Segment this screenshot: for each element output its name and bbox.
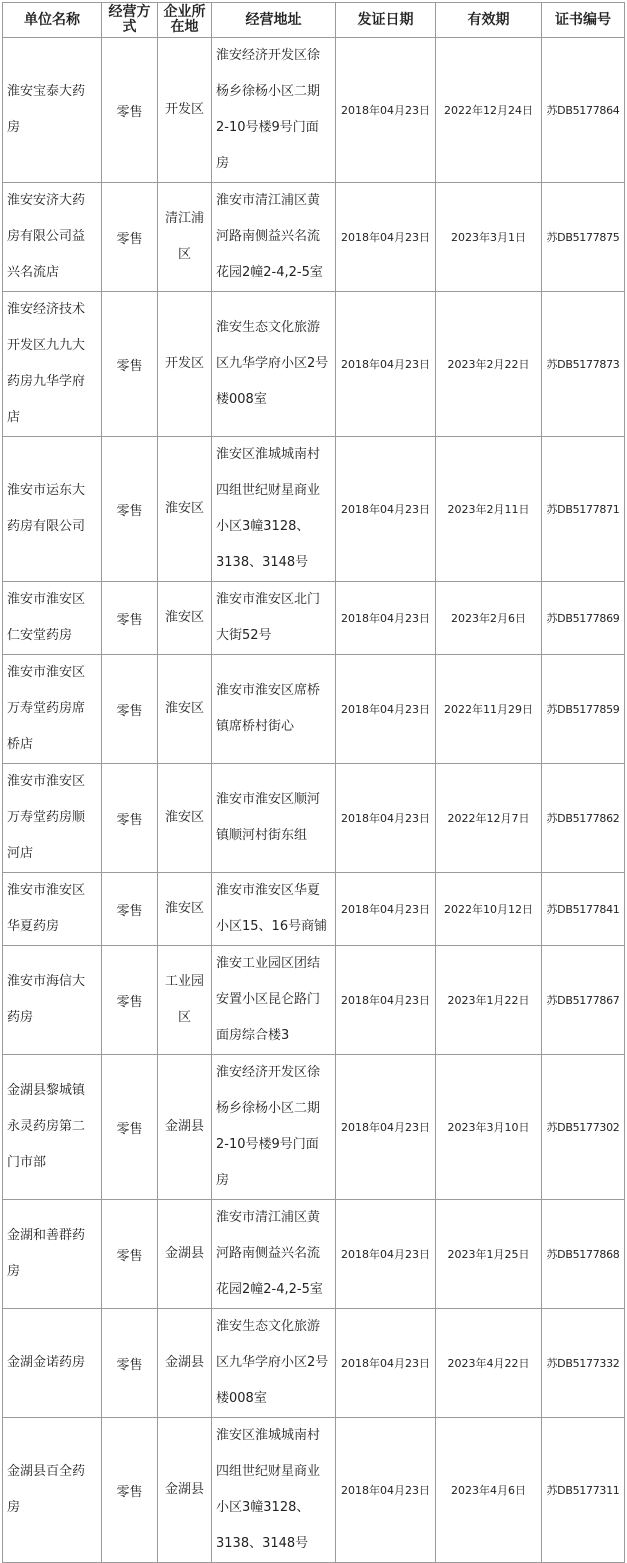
cell-address: 淮安生态文化旅游区九华学府小区2号楼008室 <box>212 1309 336 1418</box>
cell-address: 淮安区淮城城南村四组世纪财星商业小区3幢3128、3138、3148号 <box>212 1418 336 1563</box>
cell-address: 淮安市淮安区顺河镇顺河村街东组 <box>212 764 336 873</box>
cell-valid-until: 2023年4月22日 <box>436 1309 542 1418</box>
cell-mode: 零售 <box>102 292 158 437</box>
cell-name: 淮安市淮安区万寿堂药房顺河店 <box>3 764 102 873</box>
header-address: 经营地址 <box>212 3 336 38</box>
cell-issue-date: 2018年04月23日 <box>336 38 436 183</box>
cell-valid-until: 2023年1月25日 <box>436 1200 542 1309</box>
cell-cert-no: 苏DB5177302 <box>542 1055 625 1200</box>
cell-mode: 零售 <box>102 437 158 582</box>
table-row <box>3 437 625 582</box>
cell-location: 淮安区 <box>158 873 212 946</box>
cell-valid-until: 2023年4月6日 <box>436 1418 542 1563</box>
cell-address: 淮安市淮安区北门大街52号 <box>212 582 336 655</box>
cell-location: 金湖县 <box>158 1309 212 1418</box>
cell-name: 淮安经济技术开发区九九大药房九华学府店 <box>3 292 102 437</box>
license-table <box>2 2 625 1563</box>
cell-mode: 零售 <box>102 38 158 183</box>
cell-issue-date: 2018年04月23日 <box>336 1055 436 1200</box>
table-row <box>3 183 625 292</box>
cell-name: 淮安安济大药房有限公司益兴名流店 <box>3 183 102 292</box>
cell-address: 淮安经济开发区徐杨乡徐杨小区二期2-10号楼9号门面房 <box>212 1055 336 1200</box>
cell-cert-no: 苏DB5177867 <box>542 946 625 1055</box>
cell-issue-date: 2018年04月23日 <box>336 764 436 873</box>
cell-mode: 零售 <box>102 1200 158 1309</box>
table-row <box>3 946 625 1055</box>
cell-valid-until: 2022年10月12日 <box>436 873 542 946</box>
cell-address: 淮安生态文化旅游区九华学府小区2号楼008室 <box>212 292 336 437</box>
table-row <box>3 582 625 655</box>
cell-name: 金湖县黎城镇永灵药房第二门市部 <box>3 1055 102 1200</box>
cell-location: 淮安区 <box>158 764 212 873</box>
cell-address: 淮安市淮安区席桥镇席桥村街心 <box>212 655 336 764</box>
cell-name: 淮安市淮安区华夏药房 <box>3 873 102 946</box>
cell-valid-until: 2023年2月11日 <box>436 437 542 582</box>
cell-name: 淮安市淮安区万寿堂药房席桥店 <box>3 655 102 764</box>
cell-valid-until: 2022年12月7日 <box>436 764 542 873</box>
cell-cert-no: 苏DB5177875 <box>542 183 625 292</box>
cell-location: 淮安区 <box>158 437 212 582</box>
header-row <box>3 3 625 38</box>
cell-address: 淮安工业园区团结安置小区昆仑路门面房综合楼3 <box>212 946 336 1055</box>
cell-address: 淮安市清江浦区黄河路南侧益兴名流花园2幢2-4,2-5室 <box>212 183 336 292</box>
cell-name: 金湖金诺药房 <box>3 1309 102 1418</box>
cell-name: 淮安市淮安区仁安堂药房 <box>3 582 102 655</box>
table-row <box>3 292 625 437</box>
cell-valid-until: 2022年12月24日 <box>436 38 542 183</box>
cell-cert-no: 苏DB5177869 <box>542 582 625 655</box>
cell-name: 淮安市海信大药房 <box>3 946 102 1055</box>
cell-location: 金湖县 <box>158 1418 212 1563</box>
cell-name: 金湖县百全药房 <box>3 1418 102 1563</box>
cell-mode: 零售 <box>102 764 158 873</box>
cell-issue-date: 2018年04月23日 <box>336 946 436 1055</box>
cell-location: 金湖县 <box>158 1055 212 1200</box>
cell-valid-until: 2023年2月22日 <box>436 292 542 437</box>
cell-cert-no: 苏DB5177873 <box>542 292 625 437</box>
cell-cert-no: 苏DB5177864 <box>542 38 625 183</box>
header-valid-until: 有效期 <box>436 3 542 38</box>
cell-issue-date: 2018年04月23日 <box>336 655 436 764</box>
cell-issue-date: 2018年04月23日 <box>336 437 436 582</box>
cell-cert-no: 苏DB5177332 <box>542 1309 625 1418</box>
cell-mode: 零售 <box>102 946 158 1055</box>
table-row <box>3 873 625 946</box>
table-row <box>3 1309 625 1418</box>
header-location: 企业所在地 <box>158 3 212 38</box>
cell-location: 淮安区 <box>158 655 212 764</box>
cell-cert-no: 苏DB5177862 <box>542 764 625 873</box>
cell-name: 淮安宝泰大药房 <box>3 38 102 183</box>
cell-cert-no: 苏DB5177311 <box>542 1418 625 1563</box>
cell-location: 清江浦区 <box>158 183 212 292</box>
header-mode: 经营方式 <box>102 3 158 38</box>
cell-mode: 零售 <box>102 655 158 764</box>
cell-cert-no: 苏DB5177868 <box>542 1200 625 1309</box>
cell-cert-no: 苏DB5177859 <box>542 655 625 764</box>
cell-valid-until: 2023年3月1日 <box>436 183 542 292</box>
cell-issue-date: 2018年04月23日 <box>336 582 436 655</box>
cell-issue-date: 2018年04月23日 <box>336 183 436 292</box>
cell-issue-date: 2018年04月23日 <box>336 292 436 437</box>
cell-address: 淮安区淮城城南村四组世纪财星商业小区3幢3128、3138、3148号 <box>212 437 336 582</box>
cell-address: 淮安市清江浦区黄河路南侧益兴名流花园2幢2-4,2-5室 <box>212 1200 336 1309</box>
header-cert-no: 证书编号 <box>542 3 625 38</box>
cell-mode: 零售 <box>102 873 158 946</box>
table-row <box>3 1055 625 1200</box>
header-issue-date: 发证日期 <box>336 3 436 38</box>
cell-address: 淮安经济开发区徐杨乡徐杨小区二期2-10号楼9号门面房 <box>212 38 336 183</box>
cell-address: 淮安市淮安区华夏小区15、16号商铺 <box>212 873 336 946</box>
cell-name: 金湖和善群药房 <box>3 1200 102 1309</box>
cell-name: 淮安市运东大药房有限公司 <box>3 437 102 582</box>
cell-issue-date: 2018年04月23日 <box>336 1200 436 1309</box>
cell-cert-no: 苏DB5177871 <box>542 437 625 582</box>
cell-mode: 零售 <box>102 1418 158 1563</box>
table-row <box>3 1200 625 1309</box>
cell-location: 开发区 <box>158 38 212 183</box>
header-name: 单位名称 <box>3 3 102 38</box>
cell-issue-date: 2018年04月23日 <box>336 873 436 946</box>
table-row <box>3 1418 625 1563</box>
cell-mode: 零售 <box>102 183 158 292</box>
cell-valid-until: 2023年3月10日 <box>436 1055 542 1200</box>
table-row <box>3 38 625 183</box>
cell-mode: 零售 <box>102 582 158 655</box>
cell-location: 开发区 <box>158 292 212 437</box>
cell-issue-date: 2018年04月23日 <box>336 1418 436 1563</box>
cell-valid-until: 2023年2月6日 <box>436 582 542 655</box>
cell-location: 工业园区 <box>158 946 212 1055</box>
table-row <box>3 764 625 873</box>
cell-mode: 零售 <box>102 1309 158 1418</box>
cell-location: 淮安区 <box>158 582 212 655</box>
cell-cert-no: 苏DB5177841 <box>542 873 625 946</box>
cell-valid-until: 2022年11月29日 <box>436 655 542 764</box>
table-row <box>3 655 625 764</box>
cell-issue-date: 2018年04月23日 <box>336 1309 436 1418</box>
cell-location: 金湖县 <box>158 1200 212 1309</box>
cell-valid-until: 2023年1月22日 <box>436 946 542 1055</box>
cell-mode: 零售 <box>102 1055 158 1200</box>
